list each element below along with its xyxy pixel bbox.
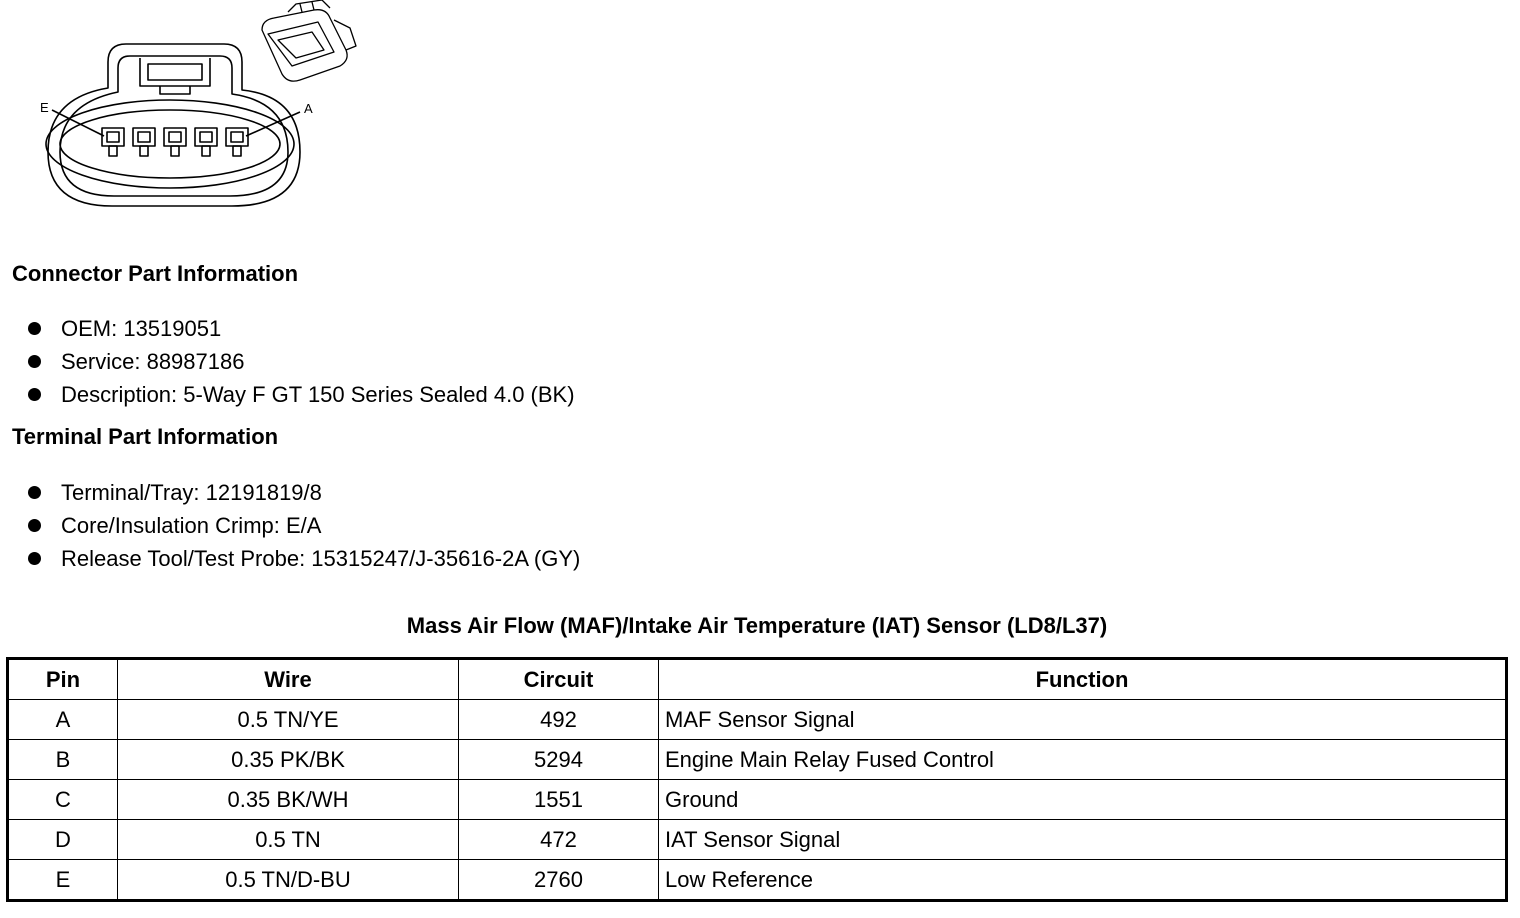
cell-wire: 0.35 PK/BK [118,740,459,780]
cell-circuit: 2760 [459,860,659,901]
table-row [8,780,1507,820]
bullet-icon [28,486,41,499]
cell-circuit: 1551 [459,780,659,820]
cell-pin: B [8,740,118,780]
table-row [8,820,1507,860]
terminal-crimp: Core/Insulation Crimp: E/A [61,512,322,538]
cell-function: IAT Sensor Signal [659,820,1507,860]
connector-housing-inner [60,56,288,196]
connector-info-list [28,312,575,411]
list-item [28,509,580,542]
terminal-release-tool: Release Tool/Test Probe: 15315247/J-35616-2A (GY) [61,545,581,571]
cell-wire: 0.35 BK/WH [118,780,459,820]
pin-label-a: A [304,101,313,116]
list-item [28,378,575,411]
connector-diagram [0,0,380,220]
cell-wire: 0.5 TN/D-BU [118,860,459,901]
list-item [28,312,575,345]
cell-function: Engine Main Relay Fused Control [659,740,1507,780]
cell-circuit: 5294 [459,740,659,780]
list-item [28,542,580,575]
header-wire: Wire [118,659,459,700]
pin-table [6,657,1508,902]
bullet-icon [28,519,41,532]
bullet-icon [28,552,41,565]
pin-table-title: Mass Air Flow (MAF)/Intake Air Temperature (IAT) Sensor (LD8/L37) [406,613,1108,638]
header-pin: Pin [8,659,118,700]
cell-wire: 0.5 TN [118,820,459,860]
pin-label-e: E [40,100,49,115]
cell-pin: A [8,700,118,740]
table-row [8,700,1507,740]
bullet-icon [28,388,41,401]
terminal-tray: Terminal/Tray: 12191819/8 [61,479,322,505]
connector-info-heading: Connector Part Information [12,261,299,286]
cell-pin: E [8,860,118,901]
cell-circuit: 472 [459,820,659,860]
terminal-info-heading: Terminal Part Information [12,424,279,449]
table-row [8,740,1507,780]
cell-function: Ground [659,780,1507,820]
connector-oem: OEM: 13519051 [61,315,222,341]
connector-lock-tab [140,58,210,94]
terminal-info-list [28,476,580,575]
header-circuit: Circuit [459,659,659,700]
cell-circuit: 492 [459,700,659,740]
connector-thumbnail [262,0,356,81]
list-item [28,476,580,509]
cell-pin: D [8,820,118,860]
bullet-icon [28,355,41,368]
terminal-cavities [102,128,248,156]
connector-face-inner [60,110,280,178]
header-function: Function [659,659,1507,700]
table-row [8,860,1507,901]
connector-description: Description: 5-Way F GT 150 Series Sealed 4.0 (BK) [61,381,575,407]
table-header-row [8,659,1507,700]
cell-function: MAF Sensor Signal [659,700,1507,740]
cell-pin: C [8,780,118,820]
connector-face-outer [46,100,294,188]
list-item [28,345,575,378]
connector-service: Service: 88987186 [61,348,245,374]
cell-function: Low Reference [659,860,1507,901]
cell-wire: 0.5 TN/YE [118,700,459,740]
bullet-icon [28,322,41,335]
